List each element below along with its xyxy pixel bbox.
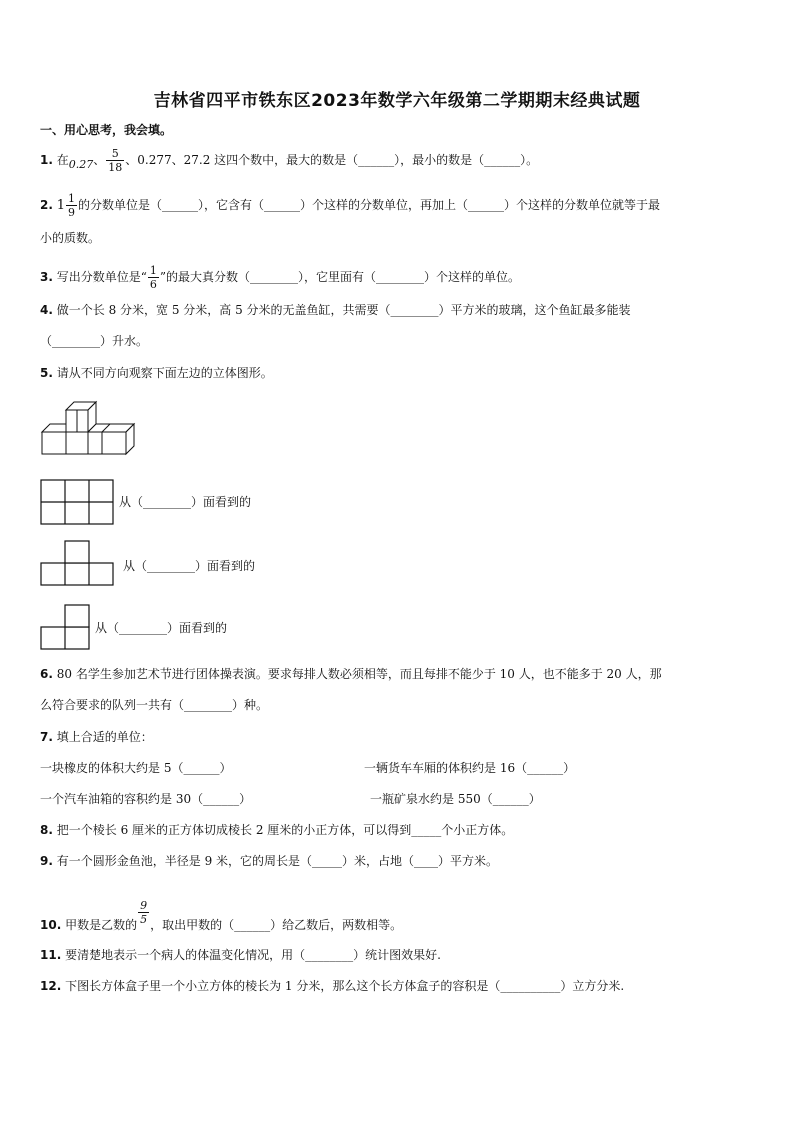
fraction-numerator: 9: [140, 899, 148, 912]
q8-text: 把一个棱长 6 厘米的正方体切成棱长 2 厘米的小正方体，可以得到_____个小正方体。: [56, 823, 514, 837]
question-4-line2: （________）升水。: [40, 334, 149, 348]
q1-fraction: [106, 147, 124, 174]
q12-text: 下图长方体盒子里一个小立方体的棱长为 1 分米，那么这个长方体盒子的容积是（__________）立方分米.: [65, 979, 625, 993]
cube-solid-figure: [38, 398, 138, 458]
fraction-numerator: 1: [68, 192, 76, 205]
q11-text: 要清楚地表示一个病人的体温变化情况，用（________）统计图效果好.: [65, 948, 441, 962]
q10-prefix: 甲数是乙数的: [65, 918, 138, 932]
question-5: [40, 365, 273, 381]
question-10: [40, 899, 403, 939]
q6-text: 80 名学生参加艺术节进行团体操表演。要求每排人数必须相等，而且每排不能少于 10 人，也不能多于 20 人，那: [56, 667, 662, 681]
q10-text: ，取出甲数的（______）给乙数后，两数相等。: [150, 918, 403, 932]
fraction-denominator: 9: [68, 206, 76, 219]
question-number: 6.: [40, 667, 53, 681]
question-6-line2: 么符合要求的队列一共有（________）种。: [40, 698, 269, 712]
question-number: 4.: [40, 303, 53, 317]
section-heading: 一、用心思考，我会填。: [40, 123, 173, 137]
question-12: [40, 978, 624, 994]
q10-fraction: [138, 899, 149, 926]
q2-fraction: [66, 192, 77, 219]
question-11: [40, 947, 441, 963]
q1-text: 、0.277、27.2 这四个数中，最大的数是（______），最小的数是（______）。: [125, 153, 539, 167]
view-2-label: 从（________）面看到的: [123, 559, 256, 573]
fraction-numerator: 1: [149, 264, 157, 277]
q3-prefix: 写出分数单位是“: [56, 270, 147, 284]
fraction-denominator: 6: [149, 278, 157, 291]
page-title: 吉林省四平市铁东区2023年数学六年级第二学期期末经典试题: [153, 91, 641, 111]
question-number: 10.: [40, 918, 62, 932]
question-1: [40, 147, 538, 174]
q1-repeating-decimal: 0.27: [68, 158, 94, 171]
question-number: 8.: [40, 823, 53, 837]
q2-whole: 1: [56, 197, 66, 213]
q1-sep: 、: [93, 153, 106, 167]
question-4: [40, 302, 631, 318]
question-6: [40, 666, 662, 682]
question-number: 3.: [40, 270, 53, 284]
q7-item-c: 一个汽车油箱的容积约是 30（______）: [40, 792, 252, 806]
fraction-denominator: 18: [108, 161, 123, 174]
q4-text: 做一个长 8 分米，宽 5 分米，高 5 分米的无盖鱼缸，共需要（________）平方米的玻璃，这个鱼缸最多能装: [56, 303, 631, 317]
q9-text: 有一个圆形金鱼池，半径是 9 米，它的周长是（_____）米，占地（____）平方米。: [56, 854, 499, 868]
question-8: [40, 822, 513, 838]
fraction-denominator: 5: [140, 913, 148, 926]
q7-item-d: 一瓶矿泉水约是 550（______）: [370, 792, 541, 806]
q3-text: ”的最大真分数（________），它里面有（________）个这样的单位。: [159, 270, 521, 284]
question-number: 2.: [40, 198, 53, 212]
q7-item-b: 一辆货车车厢的体积约是 16（______）: [364, 761, 576, 775]
q5-text: 请从不同方向观察下面左边的立体图形。: [56, 366, 273, 380]
view-1-label: 从（________）面看到的: [119, 495, 252, 509]
q7-text: 填上合适的单位：: [56, 730, 153, 744]
question-2-line2: 小的质数。: [40, 231, 101, 245]
question-3: [40, 264, 520, 291]
question-number: 5.: [40, 366, 53, 380]
question-9: [40, 853, 498, 869]
view-3-label: 从（________）面看到的: [95, 621, 228, 635]
question-2: [40, 192, 660, 219]
q7-item-a: 一块橡皮的体积大约是 5（______）: [40, 761, 232, 775]
question-number: 1.: [40, 153, 53, 167]
view-l-shape-figure: [40, 604, 92, 650]
q3-fraction: [148, 264, 159, 291]
question-number: 7.: [40, 730, 53, 744]
fraction-numerator: 5: [106, 147, 124, 161]
question-7: [40, 729, 153, 745]
q1-prefix: 在: [56, 153, 69, 167]
view-t-shape-figure: [40, 540, 116, 586]
question-number: 12.: [40, 979, 62, 993]
view-grid-figure: [40, 479, 114, 525]
question-number: 11.: [40, 948, 62, 962]
q2-text: 的分数单位是（______），它含有（______）个这样的分数单位，再加上（______）个这样的分数单位就等于最: [78, 198, 661, 212]
question-number: 9.: [40, 854, 53, 868]
